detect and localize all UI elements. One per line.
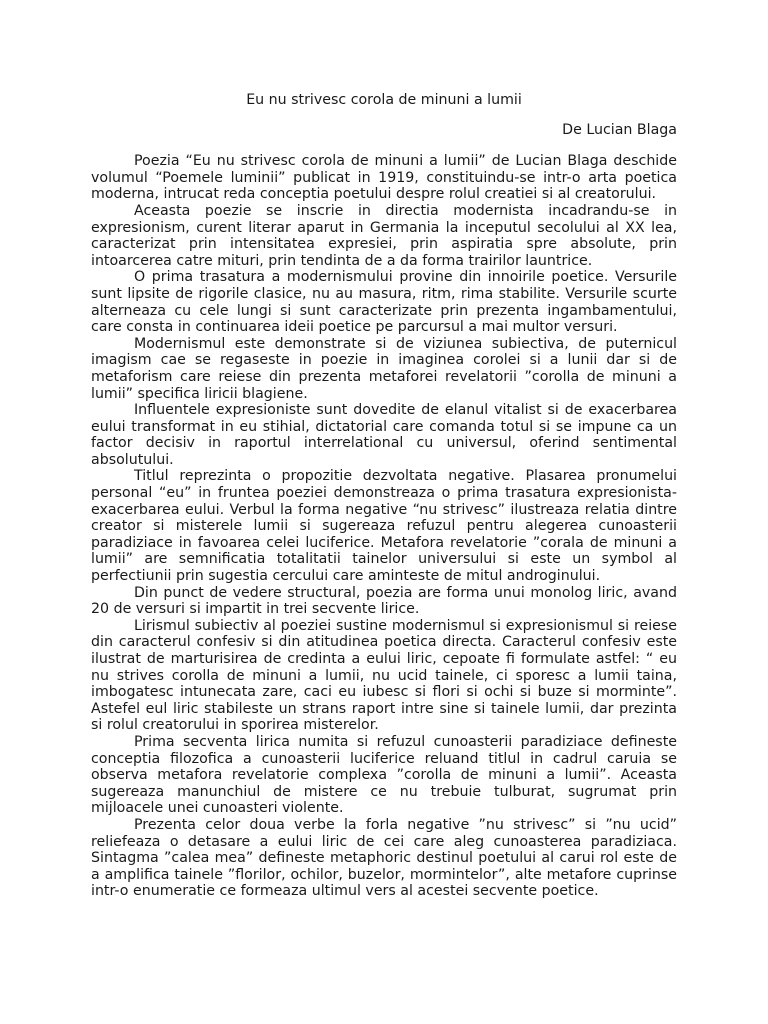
paragraph-6: Titlul reprezinta o propozitie dezvoltata negative. Plasarea pronumelui personal “eu” in fruntea poeziei demonstreaza o prima trasatura expresionista-exacerbarea eului. Verbul la forma negative “nu strivesc” ilustreaza relatia dintre creator si misterele lumii si sugereaza refuzul pentru alegerea cunoasterii paradiziace in favoarea celei luciferice. Metafora revelatorie ”corala de minuni a lumii” are semnificatia totalitatii tainelor universului si este un symbol al perfectiunii prin sugestia cercului care aminteste de mitul androginului. xyxy=(91,468,677,585)
document-title: Eu nu strivesc corola de minuni a lumii xyxy=(246,92,522,108)
paragraph-5: Influentele expresioniste sunt dovedite de elanul vitalist si de exacerbarea eului transformat in eu stihial, dictatorial care comanda totul si se impune ca un factor decisiv in raportul interrelational cu universul, oferind sentimental absolutului. xyxy=(91,402,677,468)
paragraph-7: Din punct de vedere structural, poezia are forma unui monolog liric, avand 20 de versuri si impartit in trei secvente lirice. xyxy=(91,584,677,618)
paragraph-1: Poezia “Eu nu strivesc corola de minuni a lumii” de Lucian Blaga deschide volumul “Poemele luminii” publicat in 1919, constituindu-se intr-o arta poetica moderna, intrucat reda conceptia poetului despre rolul creatiei si al creatorului. xyxy=(91,153,677,203)
paragraph-9: Prima secventa lirica numita si refuzul cunoasterii paradiziace defineste conceptia filozofica a cunoasterii luciferice reluand titlul in cadrul caruia se observa metafora revelatorie complexa ”corolla de minuni a lumii”. Aceasta sugereaza manunchiul de mistere ce nu trebuie tulburat, sugrumat prin mijloacele unei cunoasteri violente. xyxy=(91,733,677,817)
document-author: De Lucian Blaga xyxy=(562,121,677,138)
document-page xyxy=(91,92,677,900)
paragraph-8: Lirismul subiectiv al poeziei sustine modernismul si expresionismul si reiese din caracterul confesiv si din atitudinea poetica directa. Caracterul confesiv este ilustrat de marturisirea de credinta a eului liric, cepoate fi formulate astfel: “ eu nu strives corolla de minuni a lumii, nu ucid tainele, ci sporesc a lumii taina, imbogatesc intunecata zare, caci eu iubesc si flori si ochi si buze si morminte”. Astefel eul liric stabileste un strans raport intre sine si tainele lumii, dar prezinta si rolul creatorului in sporirea misterelor. xyxy=(91,617,677,734)
paragraph-2: Aceasta poezie se inscrie in directia modernista incadrandu-se in expresionism, curent literar aparut in Germania la inceputul secolului al XX lea, caracterizat prin intensitatea expresiei, prin aspiratia spre absolute, prin intoarcerea catre mituri, prin tendinta de a da forma trairilor launtrice. xyxy=(91,202,677,269)
paragraph-3: O prima trasatura a modernismului provine din innoirile poetice. Versurile sunt lipsite de rigorile clasice, nu au masura, ritm, rima stabilite. Versurile scurte alterneaza cu cele lungi si sunt caracterizate prin prezenta ingambamentului, care consta in continuarea ideii poetice pe parcursul a mai multor versuri. xyxy=(91,269,677,336)
paragraph-10: Prezenta celor doua verbe la forla negative ”nu strivesc” si ”nu ucid” reliefeaza o detasare a eului liric de cei care aleg cunoasterea paradiziaca. Sintagma ”calea mea” defineste metaphoric destinul poetului al carui rol este de a amplifica tainele ”florilor, ochilor, buzelor, mormintelor”, alte metafore cuprinse intr-o enumeratie ce formeaza ultimul vers al acestei secvente poetice. xyxy=(91,816,677,900)
paragraph-4: Modernismul este demonstrate si de viziunea subiectiva, de puternicul imagism cae se regaseste in poezie in imaginea corolei si a lunii dar si de metaforism care reiese din prezenta metaforei revelatorii ”corolla de minuni a lumii” specifica liricii blagiene. xyxy=(91,335,677,402)
